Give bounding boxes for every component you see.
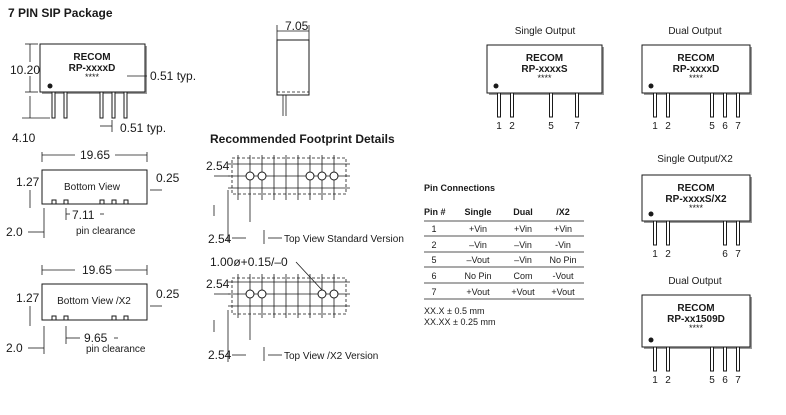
variant-stars: **** [688,203,704,213]
variant-pin [667,221,670,245]
variant-brand: RECOM [525,53,564,64]
table-cell: +Vin [513,224,533,234]
variant-package [642,26,752,132]
table-cell: +Vout [551,287,575,297]
bvx2-width: 19.65 [82,263,113,277]
pin-number: 6 [722,249,728,260]
variant-pin [511,93,514,117]
pin [52,92,55,118]
dim-height: 10.20 [10,63,41,77]
table-cell: 7 [431,287,437,297]
package-stars: **** [84,72,100,82]
variant-pin [737,221,740,245]
pin-number: 7 [574,121,580,132]
bvx2-label: Bottom View /X2 [57,296,131,307]
pin-table-header: Single [464,207,492,217]
variant-heading: Dual Output [668,26,722,37]
pin-number: 1 [652,249,658,260]
pin-table [424,183,584,327]
fp-std-pitch-h: 2.54 [208,232,232,246]
dim-side-width: 7.05 [285,19,309,33]
variant-pin [550,93,553,117]
variant-pin [724,221,727,245]
footprint-x2 [206,255,378,362]
variant-package [642,276,752,386]
table-cell: No Pin [464,271,492,281]
variant-pin [667,93,670,117]
variant-part: RP-xxxxD [672,64,720,75]
pin-number: 5 [709,121,715,132]
tolerance-2: XX.XX ± 0.25 mm [424,317,496,327]
bv-clearance: 2.0 [6,225,23,239]
table-cell: –Vin [514,255,532,265]
bvx2-clearance: 2.0 [6,341,23,355]
pin-number: 1 [652,375,658,386]
dim-pin-width-2: 0.51 typ. [120,121,167,135]
tolerance-1: XX.X ± 0.5 mm [424,306,485,316]
fp-x2-pitch-h: 2.54 [208,348,232,362]
fp-std-caption: Top View Standard Version [284,234,404,245]
pin [64,92,67,118]
pin-number: 7 [735,249,741,260]
pin-table-header: Dual [513,207,533,217]
table-cell: No Pin [549,255,577,265]
pin-number: 5 [709,375,715,386]
table-cell: -Vin [555,240,571,250]
bvx2-pitch: 9.65 [84,331,108,345]
dim-pin-length: 4.10 [12,131,36,145]
pin-number: 1 [496,121,502,132]
package-brand: RECOM [73,52,111,63]
bv-pitch: 7.11 [72,208,95,222]
variant-pin [667,347,670,371]
pin-number: 2 [665,249,671,260]
fp-x2-caption: Top View /X2 Version [284,351,379,362]
pin-number: 2 [509,121,515,132]
table-cell: 6 [431,271,437,281]
pin1-marker [649,338,654,343]
pin1-marker [649,84,654,89]
variant-pin [654,221,657,245]
variant-pin [737,93,740,117]
pin-number: 6 [722,121,728,132]
variant-pin [576,93,579,117]
pin-number: 7 [735,375,741,386]
pin-number: 1 [652,121,658,132]
table-cell: +Vout [466,287,490,297]
bottom-view [6,148,180,239]
variant-stars: **** [688,323,704,333]
fp-std-pitch-v: 2.54 [206,159,230,173]
table-cell: 5 [431,255,437,265]
pin-table-title: Pin Connections [424,183,496,193]
package-side-view [277,19,309,116]
pin [112,92,115,118]
bv-label: Bottom View [64,182,120,193]
table-cell: -Vout [552,271,574,281]
bottom-view-x2 [6,263,180,355]
variant-stars: **** [537,73,552,83]
table-cell: 1 [431,224,437,234]
variant-package [487,26,604,132]
variant-part: RP-xxxxS/X2 [665,194,727,205]
variant-brand: RECOM [677,303,715,314]
table-cell: –Vin [469,240,487,250]
pin [100,92,103,118]
variant-brand: RECOM [677,183,715,194]
pin-table-header: /X2 [556,207,570,217]
variant-stars: **** [688,73,704,83]
bvx2-left: 1.27 [16,291,40,305]
footprint-title: Recommended Footprint Details [210,132,395,146]
variant-heading: Dual Output [668,276,722,287]
pin [124,92,127,118]
fp-x2-pitch-v: 2.54 [206,277,230,291]
variant-pin [724,347,727,371]
table-cell: +Vin [553,224,573,234]
bv-right: 0.25 [156,171,180,185]
pin-number: 2 [665,121,671,132]
table-cell: –Vout [466,255,490,265]
page-title: 7 PIN SIP Package [8,6,113,20]
pin-table-header: Pin # [424,207,446,217]
table-cell: 2 [431,240,437,250]
variant-brand: RECOM [677,53,715,64]
pin1-marker [48,84,53,89]
bv-left: 1.27 [16,175,40,189]
variant-pin [498,93,501,117]
pin-number: 2 [665,375,671,386]
bvx2-right: 0.25 [156,287,180,301]
package-front-view [10,44,196,145]
variant-part: RP-xx1509D [667,314,725,325]
fp-x2-hole: 1.00ø+0.15/–0 [210,255,288,269]
variant-pin [711,93,714,117]
variant-part: RP-xxxxS [521,64,568,75]
package-part: RP-xxxxD [68,63,116,74]
pin-number: 5 [548,121,554,132]
pin-number: 7 [735,121,741,132]
variant-heading: Single Output/X2 [657,154,733,165]
bv-width: 19.65 [80,148,111,162]
side-body [277,40,309,95]
variant-pin [724,93,727,117]
dim-pin-width: 0.51 typ. [150,69,197,83]
pin1-marker [494,84,499,89]
variant-package [642,154,752,260]
table-cell: Com [513,271,533,281]
bvx2-clearance-label: pin clearance [86,344,146,355]
variant-pin [737,347,740,371]
pin1-marker [649,212,654,217]
table-cell: +Vin [468,224,488,234]
table-cell: –Vin [514,240,532,250]
variant-pin [711,347,714,371]
table-cell: +Vout [511,287,535,297]
bv-clearance-label: pin clearance [76,226,136,237]
variant-pin [654,347,657,371]
variant-heading: Single Output [514,26,576,37]
variant-pin [654,93,657,117]
pin-number: 6 [722,375,728,386]
footprint-standard [206,155,404,246]
